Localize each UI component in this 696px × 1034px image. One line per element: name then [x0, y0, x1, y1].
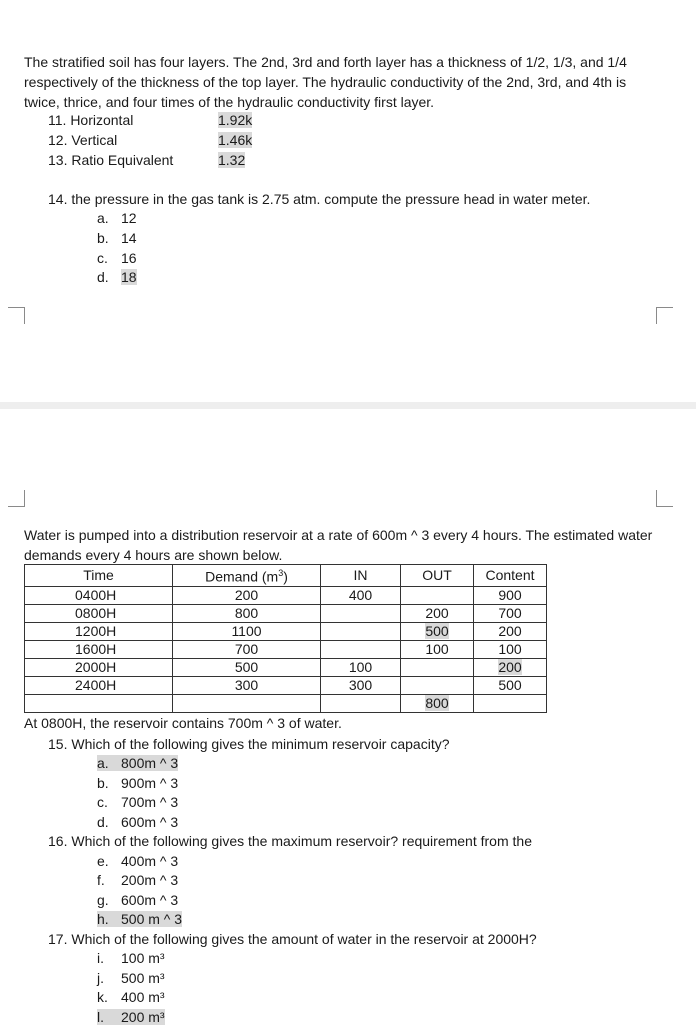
cell-time: 0800H	[25, 604, 173, 622]
option-text: 500 m³	[121, 970, 165, 986]
option-letter: c.	[97, 250, 108, 266]
table-row	[25, 676, 547, 694]
question-14: 14. the pressure in the gas tank is 2.75 atm. compute the pressure head in water meter.	[48, 191, 591, 207]
option-text: 16	[121, 250, 137, 266]
table-row	[25, 622, 547, 640]
header-out: OUT	[401, 565, 474, 587]
option-letter: k.	[97, 989, 108, 1005]
q15-option-b	[97, 775, 178, 791]
cell-in	[321, 694, 401, 712]
option-text: 400 m³	[121, 989, 165, 1005]
cell-out	[401, 658, 474, 676]
option-letter: b.	[97, 230, 109, 246]
option-letter: i.	[97, 950, 104, 966]
cell-content: 100	[474, 640, 547, 658]
header-demand-close: )	[283, 568, 288, 585]
table-row	[25, 640, 547, 658]
cell-time: 0400H	[25, 586, 173, 604]
cell-demand: 300	[173, 676, 321, 694]
option-letter: j.	[97, 970, 104, 986]
margin-corner-mark	[656, 490, 673, 507]
cell-out	[401, 622, 474, 640]
q16-option-g	[97, 892, 178, 908]
q15-option-d	[97, 814, 178, 830]
option-text: 900m ^ 3	[121, 775, 179, 791]
item-vertical-label: 12. Vertical	[48, 132, 118, 148]
q14-option-a	[97, 210, 137, 226]
item-ratio-answer: 1.32	[218, 152, 246, 168]
cell-in	[321, 604, 401, 622]
cell-content: 200	[474, 622, 547, 640]
margin-corner-mark	[8, 307, 25, 324]
table-header-row	[25, 565, 547, 587]
item-horizontal-label: 11. Horizontal	[48, 112, 134, 128]
option-letter: h.	[97, 911, 109, 927]
cell-time: 2400H	[25, 676, 173, 694]
header-demand-text: Demand (m	[205, 568, 279, 585]
table-row	[25, 694, 547, 712]
option-text: 12	[121, 210, 137, 226]
option-text: 400m ^ 3	[121, 853, 179, 869]
reservoir-problem-text: Water is pumped into a distribution reservoir at a rate of 600m ^ 3 every 4 hours. The estimated water demands every 4 hours are shown below.	[24, 527, 653, 563]
cell-in	[321, 640, 401, 658]
q15-option-c	[97, 794, 178, 810]
header-demand	[173, 565, 321, 587]
cell-out-value: 500	[425, 622, 449, 639]
cell-content	[474, 658, 547, 676]
margin-corner-mark	[8, 490, 25, 507]
cell-out: 100	[401, 640, 474, 658]
option-letter: c.	[97, 794, 108, 810]
q17-option-l	[97, 1009, 165, 1025]
margin-corner-mark	[656, 307, 673, 324]
option-text: 600m ^ 3	[121, 814, 179, 830]
cell-content	[474, 694, 547, 712]
q16-option-h	[97, 911, 182, 927]
cell-in	[321, 622, 401, 640]
option-text: 18	[121, 269, 137, 285]
cell-demand: 800	[173, 604, 321, 622]
cell-demand: 500	[173, 658, 321, 676]
table-row	[25, 586, 547, 604]
option-letter: f.	[97, 872, 105, 888]
option-text: 700m ^ 3	[121, 794, 179, 810]
q15-option-a	[97, 755, 178, 771]
q14-option-c	[97, 250, 137, 266]
demand-table	[24, 564, 547, 713]
question-15: 15. Which of the following gives the minimum reservoir capacity?	[48, 736, 450, 752]
header-content: Content	[474, 565, 547, 587]
cell-time: 2000H	[25, 658, 173, 676]
cell-demand: 1100	[173, 622, 321, 640]
q14-option-d	[97, 269, 137, 285]
q16-option-e	[97, 853, 178, 869]
option-letter: d.	[97, 814, 109, 830]
cell-out	[401, 586, 474, 604]
cell-out	[401, 694, 474, 712]
option-letter: g.	[97, 892, 109, 908]
page-break	[0, 402, 696, 409]
option-text: 200m ^ 3	[121, 872, 179, 888]
cell-time	[25, 694, 173, 712]
item-ratio-label: 13. Ratio Equivalent	[48, 152, 174, 168]
table-row	[25, 604, 547, 622]
option-text: 800m ^ 3	[121, 755, 179, 771]
question-17: 17. Which of the following gives the amount of water in the reservoir at 2000H?	[48, 931, 537, 947]
cell-content: 700	[474, 604, 547, 622]
q14-option-b	[97, 230, 137, 246]
option-letter: d.	[97, 269, 109, 285]
option-letter: b.	[97, 775, 109, 791]
cell-in: 100	[321, 658, 401, 676]
cell-demand	[173, 694, 321, 712]
cell-demand: 200	[173, 586, 321, 604]
header-time: Time	[25, 565, 173, 587]
cell-demand: 700	[173, 640, 321, 658]
cell-out-value: 800	[425, 694, 449, 711]
option-letter: a.	[97, 755, 109, 771]
reservoir-note: At 0800H, the reservoir contains 700m ^ 3 of water.	[24, 715, 342, 731]
header-demand-sup: 3	[278, 568, 284, 578]
cell-content: 500	[474, 676, 547, 694]
cell-out: 200	[401, 604, 474, 622]
cell-content: 900	[474, 586, 547, 604]
option-text: 500 m ^ 3	[121, 911, 183, 927]
cell-out	[401, 676, 474, 694]
cell-in: 300	[321, 676, 401, 694]
soil-problem-text: The stratified soil has four layers. The 2nd, 3rd and forth layer has a thickness of 1/2, 1/3, and 1/4 respectively of the thickness of the top layer. The hydraulic conductivity of the 2nd, 3rd, and 4th is twice, thrice, and four times of the hydraulic conductivity first layer.	[24, 54, 627, 110]
option-letter: a.	[97, 210, 109, 226]
question-16: 16. Which of the following gives the maximum reservoir? requirement from the	[48, 833, 532, 849]
table-row	[25, 658, 547, 676]
item-vertical-answer: 1.46k	[218, 132, 253, 148]
option-text: 200 m³	[121, 1009, 165, 1025]
cell-time: 1200H	[25, 622, 173, 640]
option-text: 100 m³	[121, 950, 165, 966]
cell-content-value: 200	[498, 658, 522, 675]
option-letter: e.	[97, 853, 109, 869]
header-in: IN	[321, 565, 401, 587]
option-text: 14	[121, 230, 137, 246]
q17-option-k	[97, 989, 165, 1005]
cell-time: 1600H	[25, 640, 173, 658]
option-text: 600m ^ 3	[121, 892, 179, 908]
cell-in: 400	[321, 586, 401, 604]
q16-option-f	[97, 872, 178, 888]
option-letter: l.	[97, 1009, 104, 1025]
q17-option-i	[97, 950, 165, 966]
item-horizontal-answer: 1.92k	[218, 112, 253, 128]
q17-option-j	[97, 970, 165, 986]
